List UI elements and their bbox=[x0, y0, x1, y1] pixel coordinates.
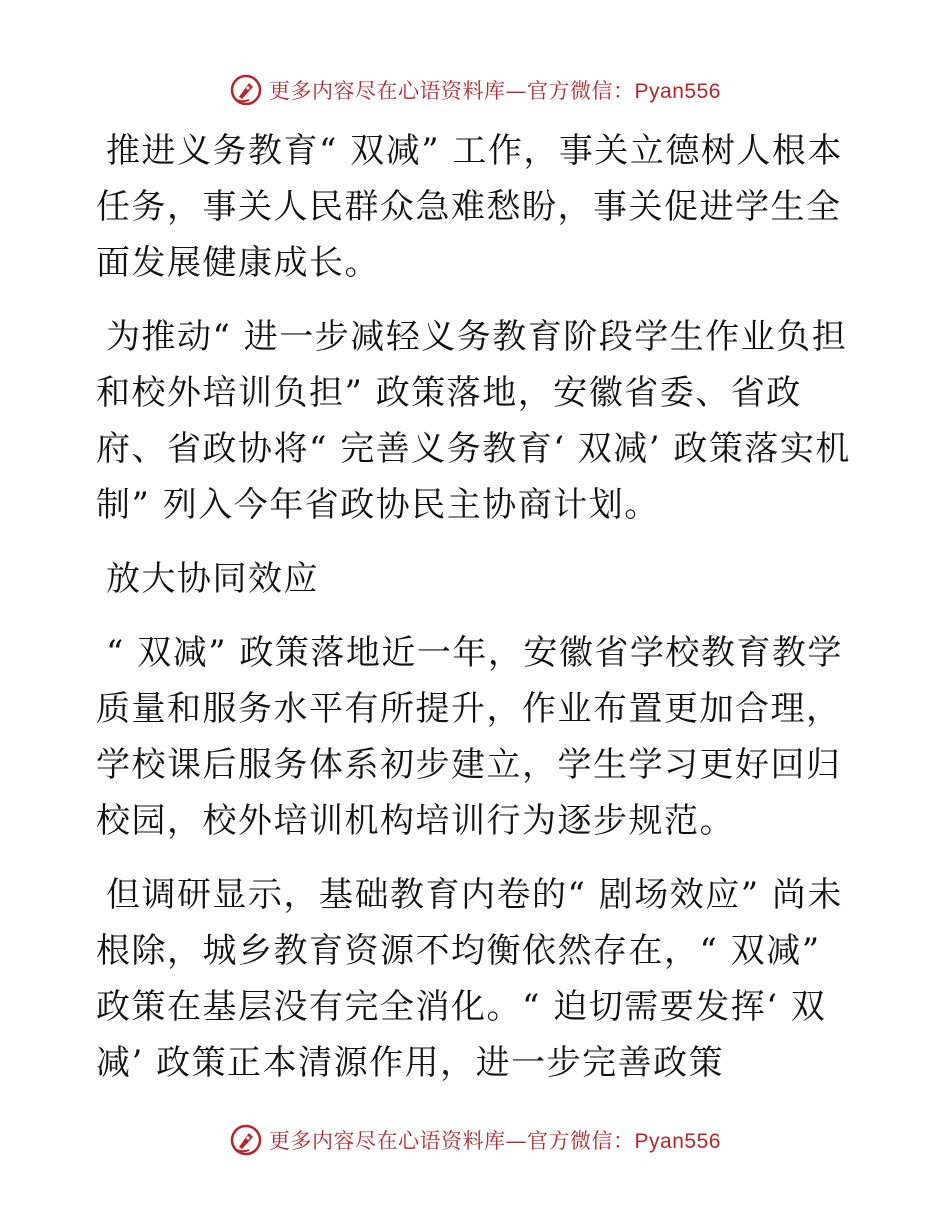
banner-wechat-id: Pyan556 bbox=[634, 80, 721, 103]
banner-main-text: 更多内容尽在心语资料库 bbox=[269, 79, 506, 103]
footer-watermark-banner bbox=[0, 1120, 950, 1160]
banner-dash: — bbox=[505, 79, 528, 103]
paragraph-3: “ 双减” 政策落地近一年，安徽省学校教育教学质量和服务水平有所提升，作业布置更加合理，学校课后服务体系初步建立，学生学习更好回归校园，校外培训机构培训行为逐步规范。 bbox=[96, 633, 843, 841]
paragraph-2: 为推动“ 进一步减轻义务教育阶段学生作业负担和校外培训负担” 政策落地，安徽省委、省政府、省政协将“ 完善义务教育‘ 双减’ 政策落实机制” 列入今年省政协民主协商计划。 bbox=[96, 317, 851, 525]
header-watermark-banner bbox=[0, 70, 950, 110]
document-body bbox=[96, 123, 856, 1109]
banner-wechat-label: 官方微信： bbox=[527, 79, 635, 103]
banner-text bbox=[269, 75, 721, 105]
banner-wechat-label: 官方微信： bbox=[527, 1129, 635, 1153]
paragraph-4: 但调研显示，基础教育内卷的“ 剧场效应” 尚未根除，城乡教育资源不均衡依然存在，“ 双减” 政策在基层没有完全消化。“ 迫切需要发挥‘ 双减’ 政策正本清源作用，进一步完善政策 bbox=[96, 875, 843, 1083]
banner-main-text: 更多内容尽在心语资料库 bbox=[269, 1129, 506, 1153]
paragraph-1: 推进义务教育“ 双减” 工作，事关立德树人根本任务，事关人民群众急难愁盼，事关促进学生全面发展健康成长。 bbox=[96, 131, 843, 283]
section-heading: 放大协同效应 bbox=[106, 559, 319, 599]
banner-text bbox=[269, 1125, 721, 1155]
pen-nib-logo-icon bbox=[229, 1123, 263, 1157]
banner-dash: — bbox=[505, 1129, 528, 1153]
pen-nib-logo-icon bbox=[229, 73, 263, 107]
banner-wechat-id: Pyan556 bbox=[634, 1130, 721, 1153]
